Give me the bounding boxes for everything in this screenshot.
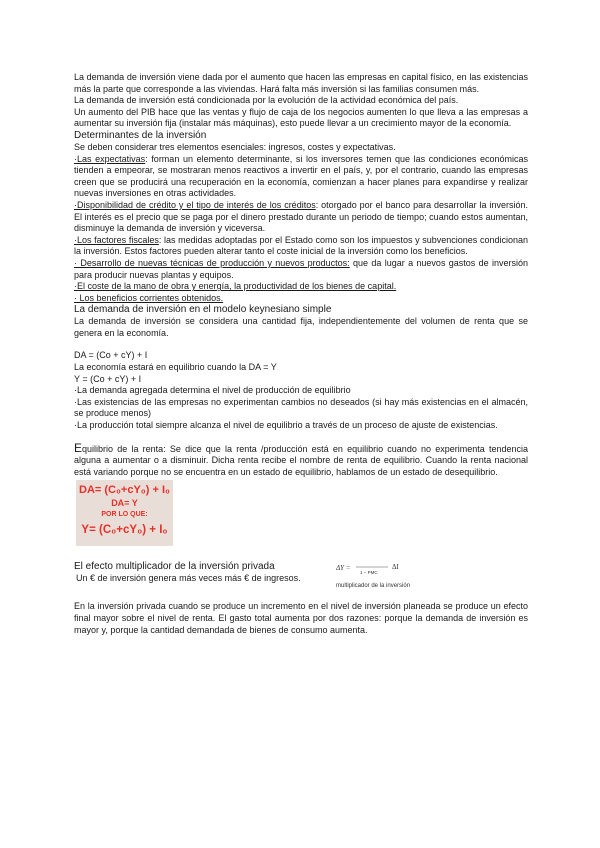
paragraph: La demanda de inversión viene dada por el aumento que hacen las empresas en capital físico, en las existencias más la parte que corresponde a las viviendas. Hará falta más inversión si las familias consumen más. xyxy=(74,72,528,94)
list-item: ·La producción total siempre alcanza el nivel de equilibrio a través de un proceso de ajuste de existencias. xyxy=(74,420,498,431)
list-item: ·El coste de la mano de obra y energía, la productividad de los bienes de capital. xyxy=(74,281,397,292)
section-heading: El efecto multiplicador de la inversión privada xyxy=(74,561,275,573)
formula-caption: multiplicador de la inversión xyxy=(336,583,411,590)
equation: Y = (Co + cY) + I xyxy=(74,373,142,384)
formula-line: Y= (C₀+cY₀) + I₀ xyxy=(81,524,168,537)
item-label: ·Las expectativas xyxy=(74,153,146,164)
document-page xyxy=(74,72,528,636)
formula-line: DA= Y xyxy=(111,498,138,509)
spacer xyxy=(74,432,528,443)
list-item: ·Las existencias de las empresas no experimentan cambios no deseados (si hay más existencias en el almacén, se produce menos) xyxy=(74,396,528,419)
item-text: : otorgado por el banco para desarrollar la inversión. El interés es el precio que se paga por el dinero prestado durante un periodo de tiempo; cuando estos aumentan, disminuye la demanda de inversión y viceversa. xyxy=(74,199,529,234)
list-item xyxy=(74,235,528,258)
svg-text:ΔY =: ΔY = xyxy=(336,564,351,573)
item-label: ·Los factores fiscales xyxy=(74,234,159,245)
list-item: · Los beneficios corrientes obtenidos. xyxy=(74,292,224,303)
equilibrium-formula-image xyxy=(76,480,173,546)
multiplier-section xyxy=(74,561,528,595)
list-item xyxy=(74,200,528,235)
item-label: · Desarrollo de nuevas técnicas de producción y nuevos productos: xyxy=(74,257,350,268)
paragraph: La demanda de inversión se considera una cantidad fija, independientemente del volumen de renta que se genera en la economía. xyxy=(74,316,528,338)
spacer xyxy=(74,339,528,350)
svg-text:ΔI: ΔI xyxy=(392,563,399,572)
list-item: ·La demanda agregada determina el nivel de producción de equilibrio xyxy=(74,385,351,396)
item-text: que da lugar a nuevos gastos de inversión para producir nuevas plantas y equipos. xyxy=(74,257,528,280)
paragraph: Un € de inversión genera más veces más € de ingresos. xyxy=(76,573,301,584)
paragraph xyxy=(74,440,528,479)
list-item xyxy=(74,258,528,281)
svg-text:1 − PMC: 1 − PMC xyxy=(360,570,378,576)
paragraph: La economía estará en equilibrio cuando la DA = Y xyxy=(74,362,277,373)
section-heading: Determinantes de la inversión xyxy=(74,129,207,141)
paragraph: Un aumento del PIB hace que las ventas y flujo de caja de los negocios aumenten lo que lleva a las empresas a aumentar su inversión fija (instalar más máquinas), esto puede llevar a un crecimiento mayor de la economía. xyxy=(74,106,528,129)
formula-line: POR LO QUE: xyxy=(101,511,148,519)
paragraph: La demanda de inversión está condicionada por la evolución de la actividad económica del país. xyxy=(74,95,459,106)
item-text: : forman un elemento determinante, si los inversores temen que las condiciones económicas tienden a empeorar, se mostraran menos reactivos a invertir en el país, y, por el contrario, cuando las empresas creen que se producirá una recuperación en la economía, comienzan a hacer planes para expandirse y realizar nuevas inversiones en otras actividades. xyxy=(74,153,528,199)
formula-line: DA= (C₀+cY₀) + I₀ xyxy=(79,484,170,497)
drop-letter: E xyxy=(74,440,83,455)
paragraph-text: quilibrio de la renta: Se dice que la renta /producción está en equilibrio cuando no experimenta tendencia alguna a aumentar o a disminuir. Dicha renta recibe el nombre de renta de equilibrio. Cuando la renta nacional está variando porque no se encuentra en un estado de equilibrio, hablamos de un estado de desequilibrio. xyxy=(74,443,528,477)
item-label: ·Disponibilidad de crédito y el tipo de interés de los créditos xyxy=(74,199,316,210)
item-text: : las medidas adoptadas por el Estado como son los impuestos y subvenciones condicionan la inversión. Estos factores pueden alterar tanto el coste inicial de la inversión como los beneficios. xyxy=(74,234,528,257)
multiplier-formula-image xyxy=(336,556,446,596)
section-heading: La demanda de inversión en el modelo keynesiano simple xyxy=(74,304,332,316)
paragraph: Se deben considerar tres elementos esenciales: ingresos, costes y expectativas. xyxy=(74,141,396,152)
list-item xyxy=(74,154,528,200)
paragraph: En la inversión privada cuando se produce un incremento en el nivel de inversión planeada se produce un efecto final mayor sobre el nivel de renta. El gasto total aumenta por dos razones: porque la demanda de inversión es mayor y, porque la cantidad demandada de bienes de consumo aumenta. xyxy=(74,601,528,635)
spacer xyxy=(74,546,528,557)
equation: DA = (Co + cY) + I xyxy=(74,350,148,361)
